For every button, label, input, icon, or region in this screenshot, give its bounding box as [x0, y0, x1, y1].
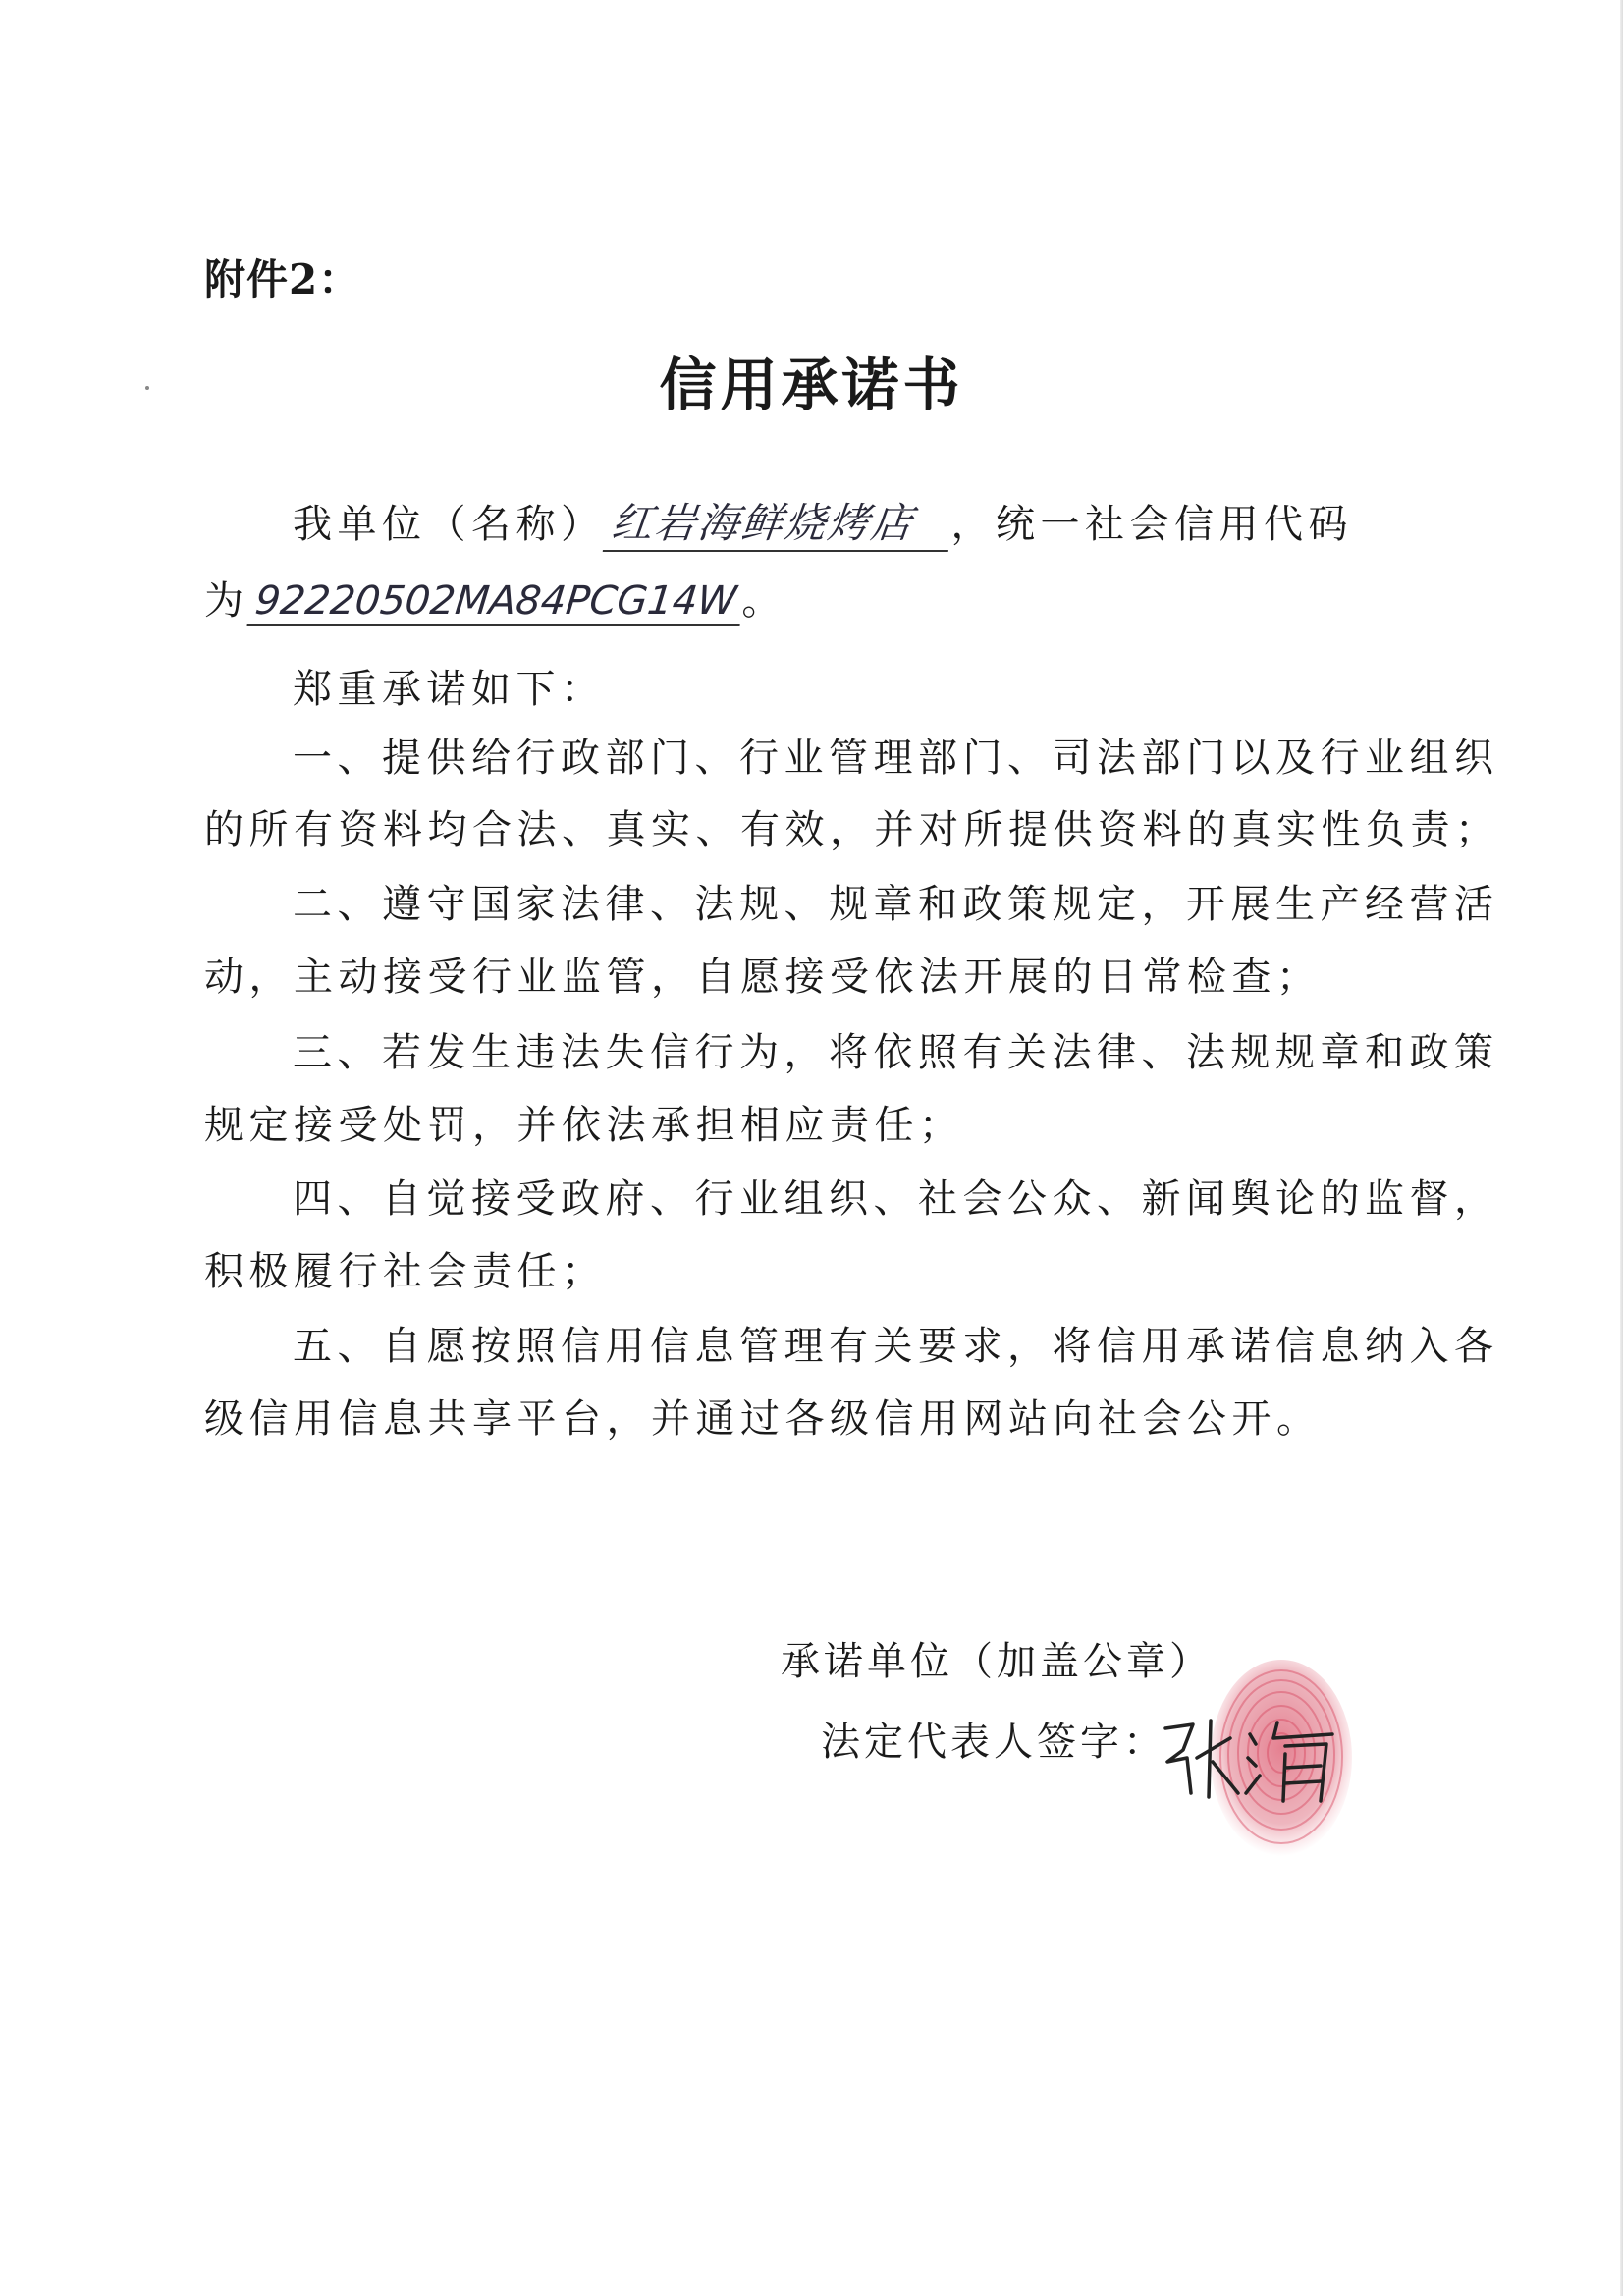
- attachment-label: 附件2：: [204, 255, 361, 303]
- unit-name-line: [293, 491, 1412, 552]
- handwritten-signature: [1154, 1699, 1350, 1817]
- commitment-4-line-2: 积极履行社会责任；: [204, 1249, 607, 1294]
- legal-representative-label: 法定代表人签字：: [821, 1720, 1166, 1765]
- commitment-3-line-1: 三、若发生违法失信行为，将依照有关法律、法规规章和政策: [293, 1030, 1499, 1075]
- unit-name-handwritten: 红岩海鲜烧烤店: [602, 491, 954, 552]
- commitment-1-line-2: 的所有资料均合法、真实、有效，并对所提供资料的真实性负责；: [204, 807, 1500, 852]
- unit-name-suffix: ，统一社会信用代码: [950, 502, 1353, 547]
- commitment-1-line-1: 一、提供给行政部门、行业管理部门、司法部门以及行业组织: [293, 736, 1499, 781]
- committing-unit-label: 承诺单位（加盖公章）: [781, 1639, 1213, 1684]
- commitment-2-line-1: 二、遵守国家法律、法规、规章和政策规定，开展生产经营活: [293, 882, 1499, 927]
- commitment-intro: 郑重承诺如下：: [293, 667, 606, 712]
- commitment-2-line-2: 动，主动接受行业监管，自愿接受依法开展的日常检查；: [204, 955, 1322, 1000]
- unit-name-prefix: 我单位（名称）: [293, 502, 606, 547]
- credit-code-handwritten: 92220502MA84PCG14W: [246, 578, 744, 626]
- commitment-5-line-2: 级信用信息共享平台，并通过各级信用网站向社会公开。: [204, 1396, 1322, 1442]
- credit-code-prefix: 为: [204, 578, 249, 624]
- credit-code-suffix: 。: [741, 578, 786, 624]
- document-title: 信用承诺书: [659, 352, 964, 418]
- commitment-4-line-1: 四、自觉接受政府、行业组织、社会公众、新闻舆论的监督，: [293, 1176, 1499, 1222]
- credit-code-line: [204, 570, 1412, 626]
- commitment-5-line-1: 五、自愿按照信用信息管理有关要求，将信用承诺信息纳入各: [293, 1324, 1499, 1369]
- commitment-3-line-2: 规定接受处罚，并依法承担相应责任；: [204, 1103, 964, 1148]
